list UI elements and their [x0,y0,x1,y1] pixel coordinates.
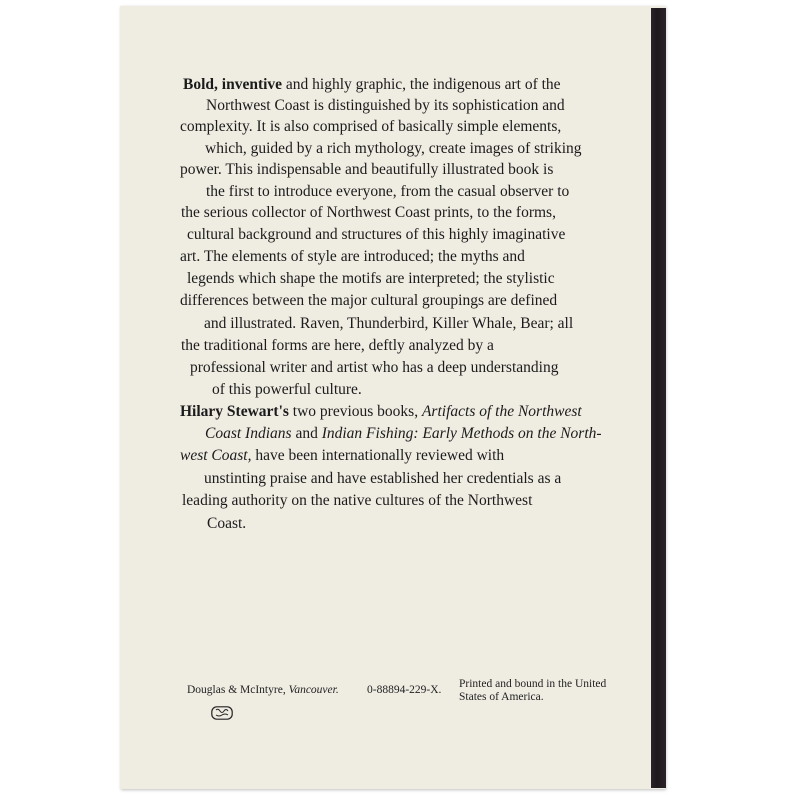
blurb-line-14: professional writer and artist who has a deep understanding [190,359,559,376]
book-title-artifacts-part2: Coast Indians [205,425,292,442]
blurb-line-8: cultural background and structures of this highly imaginative [187,226,566,243]
book-title-artifacts-part1: Artifacts of the Northwest [421,403,582,420]
book-title-fishing-part2: west Coast, [180,447,252,464]
blurb-line-3: complexity. It is also comprised of basically simple elements, [180,118,562,135]
blurb-line-7: the serious collector of Northwest Coast prints, to the forms, [181,204,556,221]
blurb-line-13: the traditional forms are here, deftly analyzed by a [181,337,494,354]
blurb-line-6: the first to introduce everyone, from the casual observer to [206,183,570,200]
publisher-city: Vancouver. [288,684,339,696]
author-line-2 [205,425,602,443]
author-line-3-rest: have been internationally reviewed with [251,447,505,464]
blurb-lead-bold: Bold, inventive [183,76,283,93]
author-line-1 [180,403,582,421]
blurb-line-10: legends which shape the motifs are interpreted; the stylistic [187,270,555,287]
imprint-printed-line-2: States of America. [459,691,544,703]
blurb-line-5: power. This indispensable and beautifully illustrated book is [180,161,554,178]
book-title-fishing-part1: Indian Fishing: Early Methods on the North- [321,425,602,442]
blurb-line-4: which, guided by a rich mythology, create images of striking [205,140,582,157]
blurb-line-12: and illustrated. Raven, Thunderbird, Killer Whale, Bear; all [204,315,574,332]
publisher-logo-icon [211,706,233,720]
blurb-line-9: art. The elements of style are introduced; the myths and [180,248,525,265]
blurb-line-15: of this powerful culture. [212,381,362,398]
author-line-5: leading authority on the native cultures of the Northwest [182,492,533,509]
author-name-bold: Hilary Stewart's [180,403,289,420]
blurb-line-11: differences between the major cultural groupings are defined [180,292,558,309]
author-line-3 [180,447,504,465]
publisher-name: Douglas & McIntyre, [187,684,289,696]
author-and-text: and [291,425,322,442]
blurb-line-2: Northwest Coast is distinguished by its sophistication and [206,97,565,114]
imprint-printed-line-1: Printed and bound in the United [459,678,607,690]
imprint-publisher [187,684,339,697]
blurb-line-1 [183,76,561,94]
blurb-line-1-text: and highly graphic, the indigenous art of the [282,76,561,93]
author-line-4: unstinting praise and have established her credentials as a [204,470,562,487]
author-line-6: Coast. [207,515,247,532]
author-line-1-text: two previous books, [288,403,422,420]
book-spine [651,8,666,788]
imprint-isbn: 0-88894-229-X. [367,684,442,696]
